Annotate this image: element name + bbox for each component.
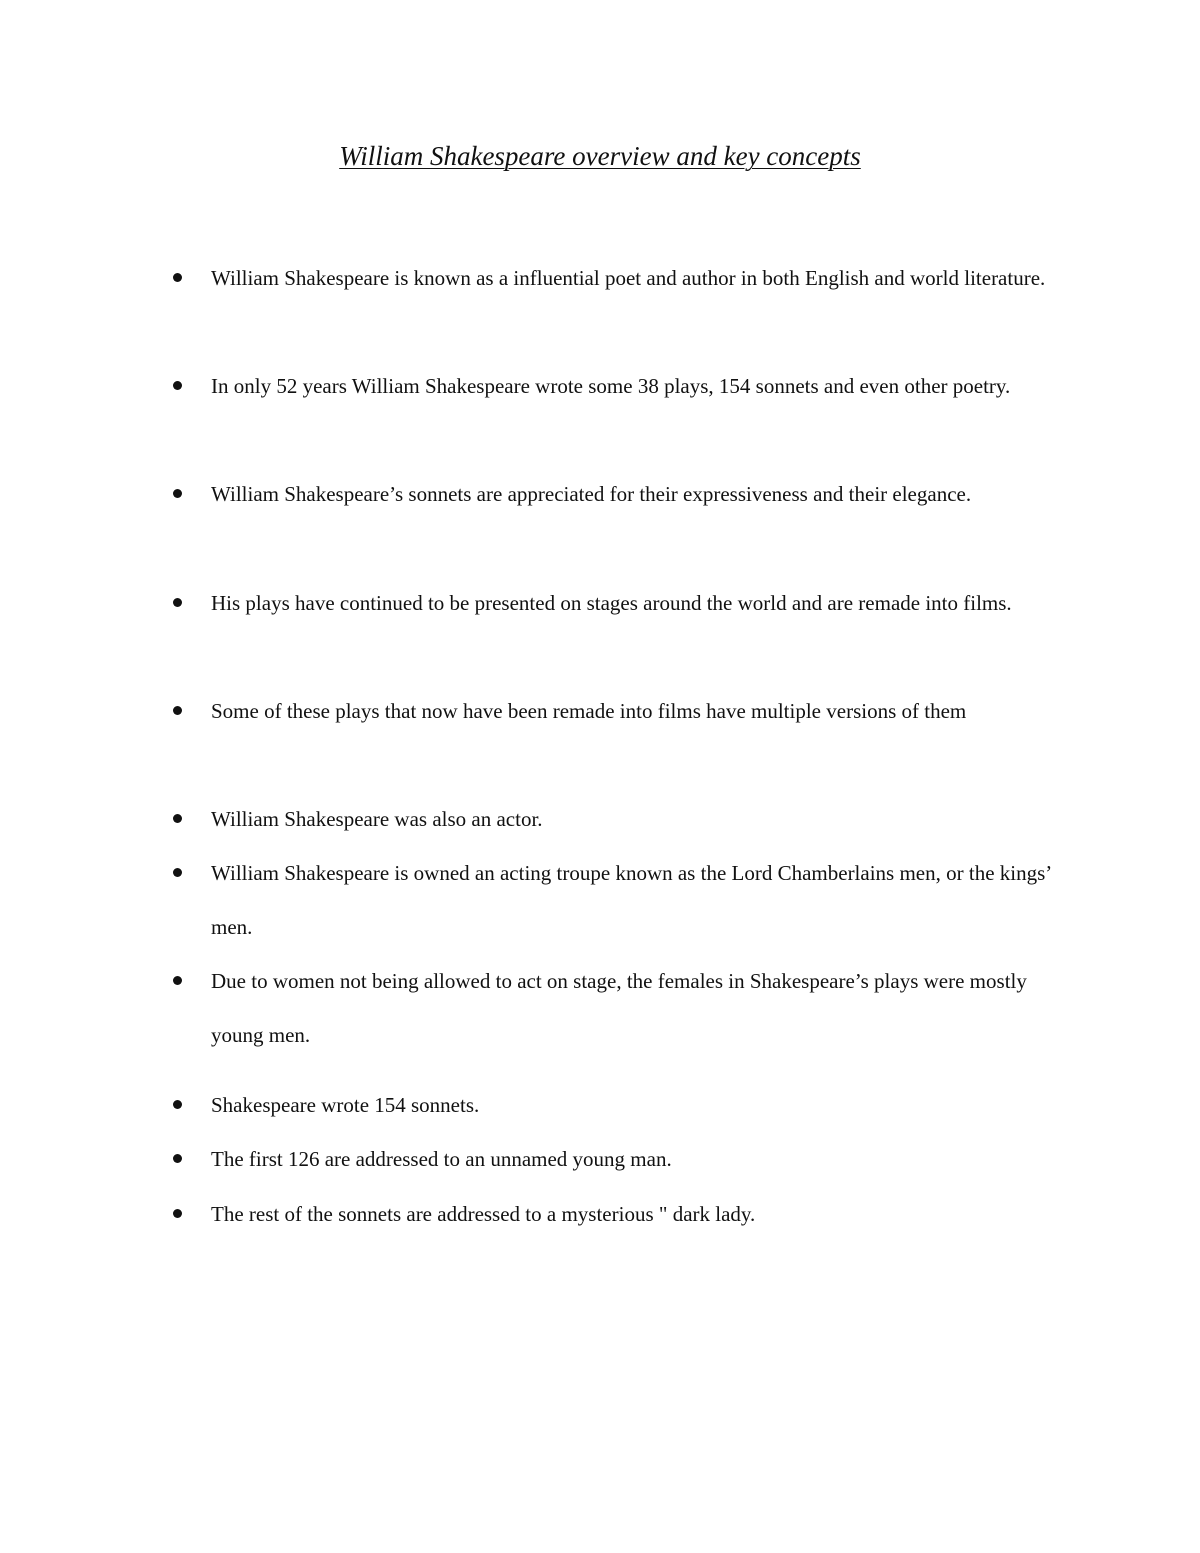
list-item bbox=[211, 1078, 1081, 1132]
bullet-icon bbox=[173, 1209, 182, 1218]
bullet-icon bbox=[173, 1100, 182, 1109]
list-item-text: William Shakespeare’s sonnets are appreciated for their expressiveness and their elegance. bbox=[211, 482, 972, 506]
bullet-icon bbox=[173, 814, 182, 823]
list-item bbox=[211, 251, 1081, 305]
list-item-text: Due to women not being allowed to act on stage, the females in Shakespeare’s plays were mostly young men. bbox=[211, 969, 1027, 1047]
list-item bbox=[211, 954, 1081, 1062]
list-item-text: Shakespeare wrote 154 sonnets. bbox=[211, 1093, 480, 1117]
bullet-icon bbox=[173, 598, 182, 607]
list-item-text: His plays have continued to be presented on stages around the world and are remade into films. bbox=[211, 591, 1012, 615]
bullet-icon bbox=[173, 381, 182, 390]
list-item-text: Some of these plays that now have been remade into films have multiple versions of them bbox=[211, 699, 967, 723]
bullet-icon bbox=[173, 868, 182, 877]
bullet-icon bbox=[173, 273, 182, 282]
list-item bbox=[211, 792, 1081, 846]
list-item-text: The rest of the sonnets are addressed to a mysterious " dark lady. bbox=[211, 1202, 756, 1226]
list-item-text: William Shakespeare is owned an acting troupe known as the Lord Chamberlains men, or the kings’ men. bbox=[211, 861, 1051, 939]
list-item-text: The first 126 are addressed to an unnamed young man. bbox=[211, 1147, 672, 1171]
list-item bbox=[211, 576, 1081, 630]
list-item-text: William Shakespeare was also an actor. bbox=[211, 807, 543, 831]
list-item bbox=[211, 1187, 1081, 1241]
bullet-icon bbox=[173, 706, 182, 715]
bullet-icon bbox=[173, 489, 182, 498]
list-item-text: In only 52 years William Shakespeare wrote some 38 plays, 154 sonnets and even other poetry. bbox=[211, 374, 1011, 398]
bullet-icon bbox=[173, 1154, 182, 1163]
list-item-text: William Shakespeare is known as a influential poet and author in both English and world literature. bbox=[211, 266, 1046, 290]
bullet-icon bbox=[173, 976, 182, 985]
list-item bbox=[211, 684, 1081, 738]
list-item bbox=[211, 846, 1081, 954]
list-item bbox=[211, 467, 1081, 521]
page-title: William Shakespeare overview and key concepts bbox=[339, 141, 861, 171]
list-item bbox=[211, 1132, 1081, 1186]
list-item bbox=[211, 359, 1081, 413]
